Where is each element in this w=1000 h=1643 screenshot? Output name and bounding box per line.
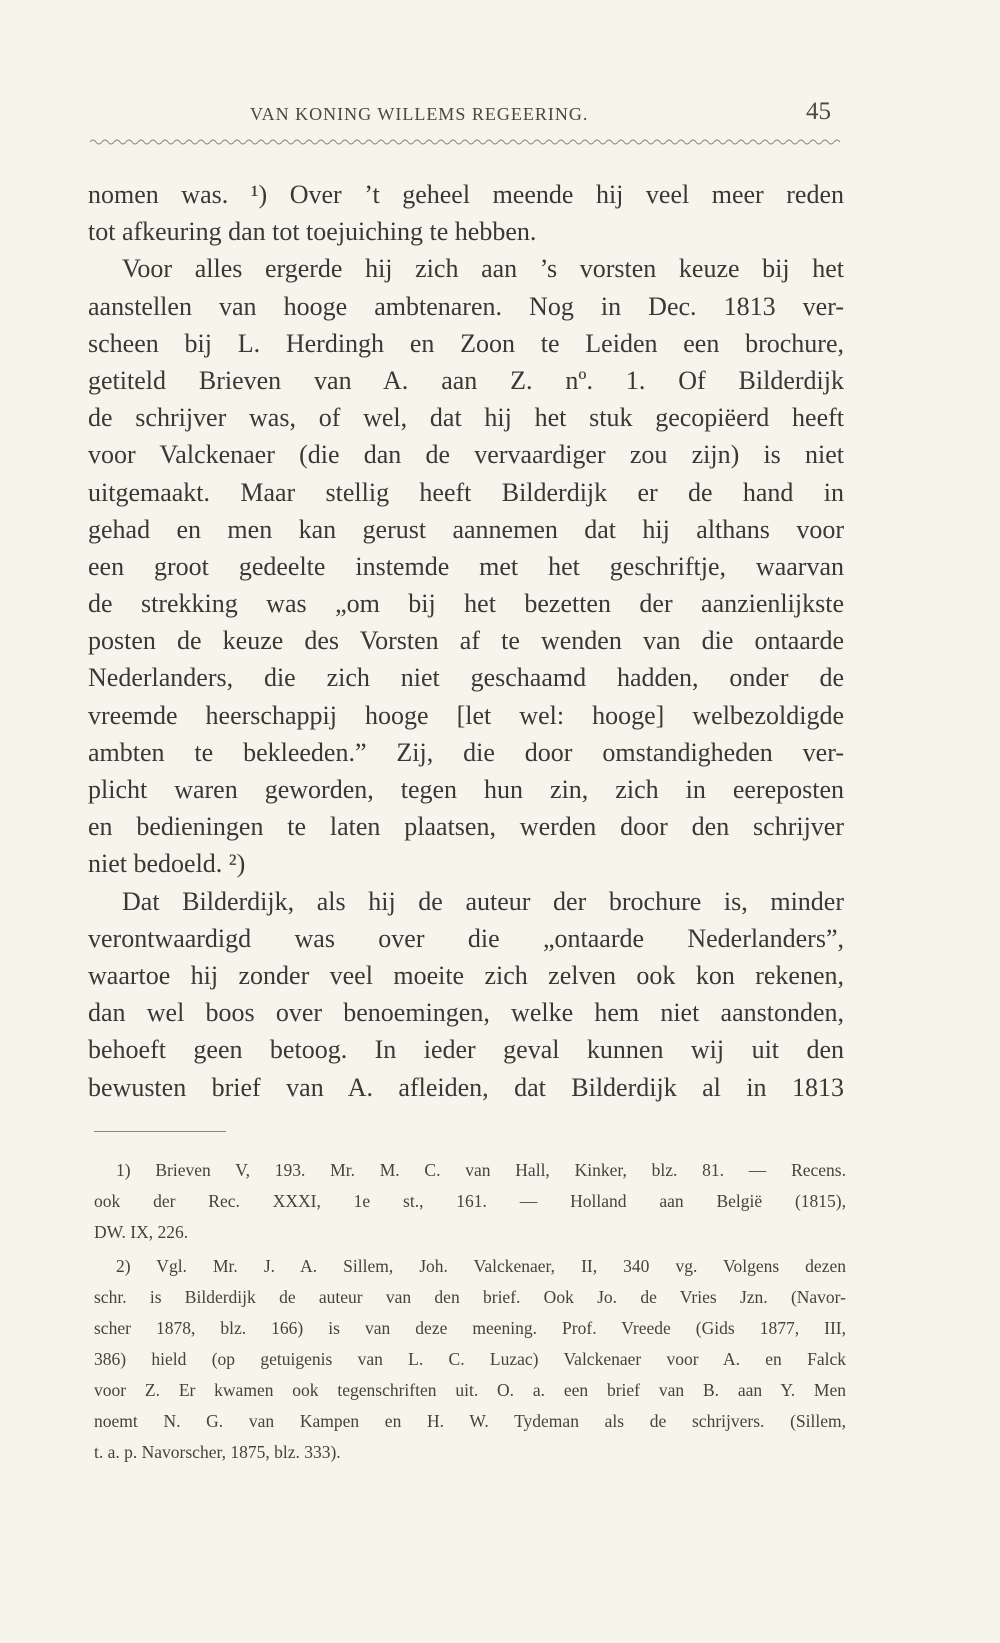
footnote-line: voor Z. Er kwamen ook tegenschriften uit. O. a. een brief van B. aan Y. Men xyxy=(94,1380,846,1400)
footnote-line: scher 1878, blz. 166) is van deze meening. Prof. Vreede (Gids 1877, III, xyxy=(94,1318,846,1338)
body-line: Dat Bilderdijk, als hij de auteur der brochure is, minder xyxy=(122,886,844,916)
body-line: behoeft geen betoog. In ieder geval kunnen wij uit den xyxy=(88,1035,844,1065)
body-line: de schrijver was, of wel, dat hij het stuk gecopiëerd heeft xyxy=(88,403,844,433)
body-line: Voor alles ergerde hij zich aan ’s vorsten keuze bij het xyxy=(122,254,844,284)
body-line: ambten te bekleeden.” Zij, die door omstandigheden ver- xyxy=(88,737,844,767)
body-line: scheen bij L. Herdingh en Zoon te Leiden een brochure, xyxy=(88,328,844,358)
body-line: uitgemaakt. Maar stellig heeft Bilderdijk er de hand in xyxy=(88,477,844,507)
footnotes xyxy=(94,1155,846,1468)
body-line: Nederlanders, die zich niet geschaamd hadden, onder de xyxy=(88,663,844,693)
body-line: nomen was. ¹) Over ’t geheel meende hij veel meer reden xyxy=(88,180,844,209)
page-number: 45 xyxy=(806,98,831,125)
footnote-separator xyxy=(94,1131,226,1132)
body-line: voor Valckenaer (die dan de vervaardiger zou zijn) is niet xyxy=(88,440,844,470)
body-line: posten de keuze des Vorsten af te wenden van die ontaarde xyxy=(88,626,844,656)
footnote-line: 386) hield (op getuigenis van L. C. Luzac) Valckenaer voor A. en Falck xyxy=(94,1349,846,1369)
footnote-line: 2) Vgl. Mr. J. A. Sillem, Joh. Valckenaer, II, 340 vg. Volgens dezen xyxy=(116,1256,846,1276)
body-line: en bedieningen te laten plaatsen, werden door den schrijver xyxy=(88,812,844,842)
body-line: gehad en men kan gerust aannemen dat hij althans voor xyxy=(88,514,844,544)
body-text xyxy=(88,176,844,1106)
body-line: waartoe hij zonder veel moeite zich zelven ook kon rekenen, xyxy=(88,960,844,990)
body-line: de strekking was „om bij het bezetten der aanzienlijkste xyxy=(88,589,844,619)
footnote-line: noemt N. G. van Kampen en H. W. Tydeman als de schrijvers. (Sillem, xyxy=(94,1411,846,1431)
body-line: niet bedoeld. ²) xyxy=(88,849,246,879)
footnote-line: t. a. p. Navorscher, 1875, blz. 333). xyxy=(94,1442,341,1462)
body-line: dan wel boos over benoemingen, welke hem niet aanstonden, xyxy=(88,998,844,1028)
footnote-line: 1) Brieven V, 193. Mr. M. C. van Hall, Kinker, blz. 81. — Recens. xyxy=(116,1160,846,1180)
body-line: bewusten brief van A. afleiden, dat Bilderdijk al in 1813 xyxy=(88,1072,844,1102)
body-line: getiteld Brieven van A. aan Z. nº. 1. Of Bilderdijk xyxy=(88,365,844,395)
body-line: een groot gedeelte instemde met het geschriftje, waarvan xyxy=(88,551,844,581)
body-line: verontwaardigd was over die „ontaarde Nederlanders”, xyxy=(88,923,844,953)
body-line: tot afkeuring dan tot toejuiching te hebben. xyxy=(88,217,537,247)
footnote-line: ook der Rec. XXXI, 1e st., 161. — Holland aan België (1815), xyxy=(94,1191,846,1211)
body-line: vreemde heerschappij hooge [let wel: hooge] welbezoldigde xyxy=(88,700,844,730)
header-wavy-rule xyxy=(90,138,840,146)
footnote-line: DW. IX, 226. xyxy=(94,1222,189,1242)
running-title: VAN KONING WILLEMS REGEERING. xyxy=(250,104,589,124)
body-line: plicht waren geworden, tegen hun zin, zich in eereposten xyxy=(88,775,844,804)
footnote-line: schr. is Bilderdijk de auteur van den brief. Ook Jo. de Vries Jzn. (Navor- xyxy=(94,1287,846,1307)
body-line: aanstellen van hooge ambtenaren. Nog in Dec. 1813 ver- xyxy=(88,291,844,321)
